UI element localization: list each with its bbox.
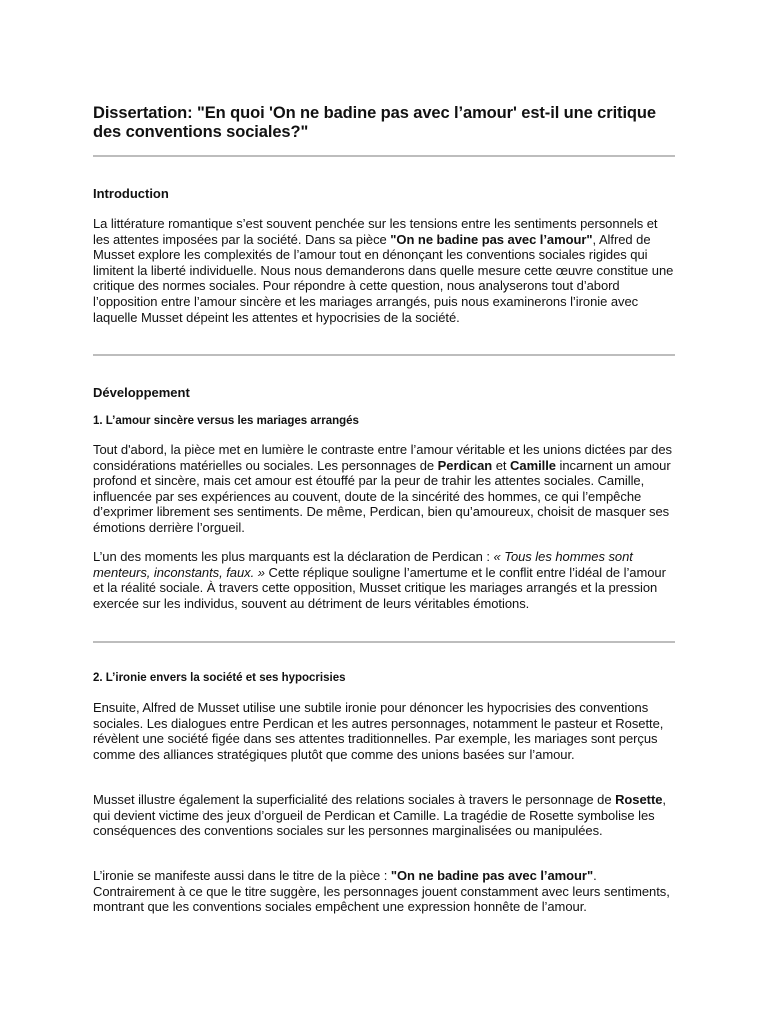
text: La littérature romantique s’est souvent penchée sur les tensions entre les sentiments personnels et les attentes imposées par la société. Dans sa pièce — [93, 216, 658, 247]
text: , qui devient victime des jeux d’orgueil de Perdican et Camille. La tragédie de Rosette symbolise les conséquences des conventions sociales sur les personnes marginalisées ou manipulées. — [93, 792, 666, 839]
document-page — [93, 104, 675, 915]
character-name: Rosette — [615, 792, 663, 807]
text: Cette réplique souligne l’amertume et le conflit entre l’idéal de l’amour et la réalité sociale. À travers cette opposition, Musset critique les mariages arrangés et la pression exercée sur les individus, souvent au détriment de leurs véritables émotions. — [93, 564, 666, 611]
section-2-paragraph-1 — [93, 700, 675, 762]
introduction-heading: Introduction — [93, 186, 169, 201]
play-title: "On ne badine pas avec l’amour" — [390, 868, 594, 883]
text: incarnent un amour profond et sincère, mais cet amour est étouffé par la peur de trahir les attentes sociales. Camille, influencée par ses expériences au couvent, doute de la sincérité des hommes, ce qui l’empêche d’exprimer librement ses sentiments. De même, Perdican, bien qu’amoureux, choisit de masquer ses émotions derrière l’orgueil. — [93, 457, 671, 535]
divider — [93, 641, 675, 643]
section-1-paragraph-2 — [93, 549, 675, 611]
document-title: Dissertation: "En quoi 'On ne badine pas avec l’amour' est-il une critique des conventions sociales?" — [93, 104, 656, 141]
text: L’ironie se manifeste aussi dans le titre de la pièce : — [93, 868, 391, 883]
character-name: Perdican — [437, 457, 493, 473]
section-1-heading: 1. L’amour sincère versus les mariages arrangés — [93, 415, 359, 427]
introduction-paragraph — [93, 216, 675, 325]
text: et — [492, 457, 511, 473]
divider — [93, 354, 675, 356]
divider — [93, 155, 675, 157]
section-2-paragraph-2 — [93, 792, 675, 839]
section-1-paragraph-1 — [93, 442, 675, 536]
text: . Contrairement à ce que le titre suggère, les personnages jouent constamment avec leurs sentiments, montrant que les conventions sociales empêchent une expression honnête de l’amour. — [93, 868, 670, 915]
text: Musset illustre également la superficialité des relations sociales à travers le personnage de — [93, 792, 616, 807]
section-2-heading: 2. L’ironie envers la société et ses hypocrisies — [93, 672, 346, 684]
text: Tout d'abord, la pièce met en lumière le contraste entre l’amour véritable et les unions dictées par des considérations matérielles ou sociales. Les personnages de — [93, 442, 672, 473]
character-name: Camille — [510, 457, 556, 473]
development-heading: Développement — [93, 385, 190, 400]
section-2-paragraph-3 — [93, 868, 675, 915]
text: L’un des moments les plus marquants est la déclaration de Perdican : — [93, 549, 494, 564]
quote: « Tous les hommes sont menteurs, inconstants, faux. » — [93, 549, 633, 580]
play-title: "On ne badine pas avec l’amour" — [390, 231, 593, 247]
text: Ensuite, Alfred de Musset utilise une subtile ironie pour dénoncer les hypocrisies des conventions sociales. Les dialogues entre Perdican et les autres personnages, notamment le pasteur et Rosette, révèlent une société figée dans ses attentes traditionnelles. Par exemple, les mariages sont perçus comme des alliances stratégiques plutôt que comme des unions basées sur l’amour. — [93, 700, 664, 762]
text: , Alfred de Musset explore les complexités de l’amour tout en dénonçant les conventions sociales rigides qui limitent la liberté individuelle. Nous nous demanderons dans quelle mesure cette œuvre constitue une critique des normes sociales. Pour répondre à cette question, nous analyserons tout d’abord l’opposition entre l’amour sincère et les mariages arrangés, puis nous examinerons l’ironie avec laquelle Musset dépeint les attentes et hypocrisies de la société. — [93, 231, 674, 325]
